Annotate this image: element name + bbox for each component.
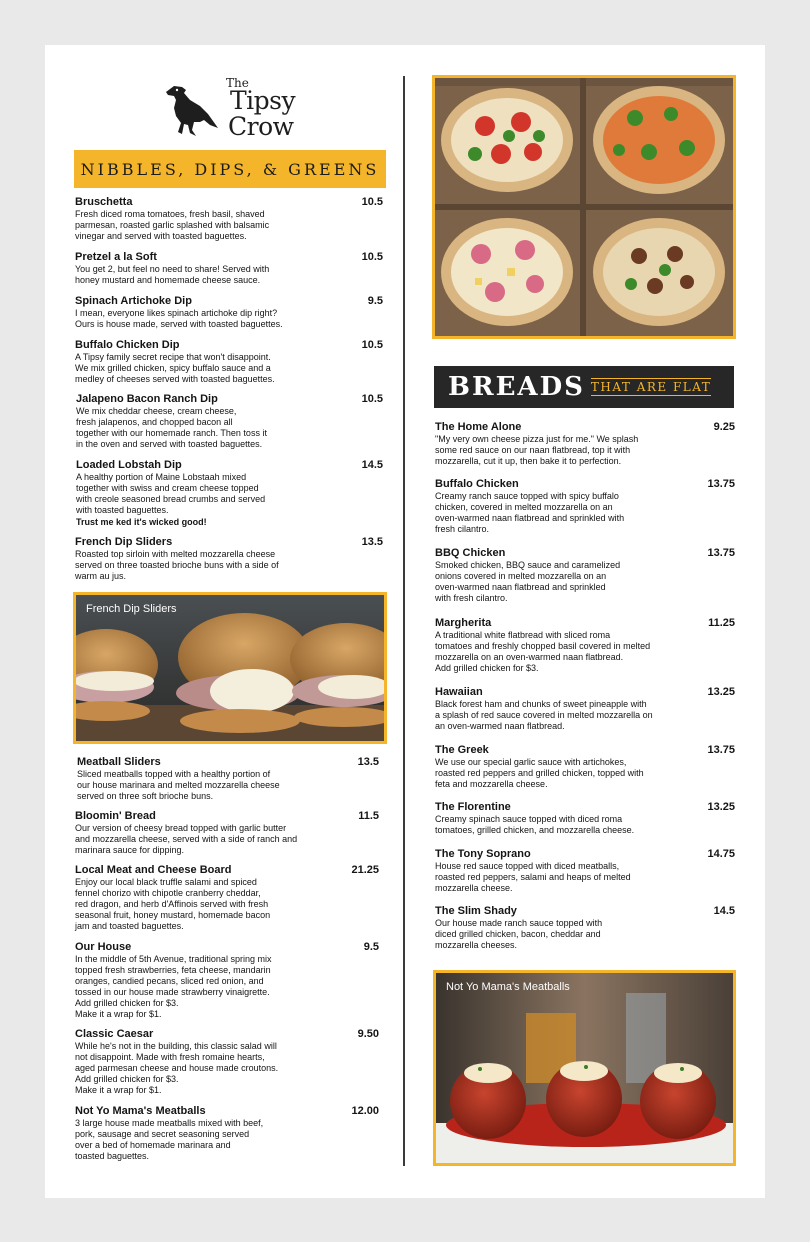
menu-item <box>75 810 379 856</box>
item-description: Sliced meatballs topped with a healthy portion of our house marinara and melted mozzarella cheese served on three soft brioche buns. <box>77 769 280 801</box>
item-name: Pretzel a la Soft <box>75 251 157 263</box>
item-description: 3 large house made meatballs mixed with beef, pork, sausage and secret seasoning served over a bed of homemade marinara and toasted baguettes. <box>75 1118 264 1161</box>
item-price: 12.00 <box>351 1105 379 1117</box>
item-name: Jalapeno Bacon Ranch Dip <box>76 393 218 405</box>
logo-tipsy: Tipsy <box>230 86 296 115</box>
item-price: 13.75 <box>707 744 735 756</box>
item-name: The Tony Soprano <box>435 848 531 860</box>
section-title-nibbles: NIBBLES, DIPS, & GREENS <box>80 159 380 179</box>
photo-caption: Not Yo Mama's Meatballs <box>446 981 570 993</box>
item-price: 13.5 <box>357 756 379 768</box>
item-name: Margherita <box>435 617 492 629</box>
item-name: The Home Alone <box>435 421 522 433</box>
item-description: Smoked chicken, BBQ sauce and caramelized onions covered in melted mozzarella on an oven-warmed naan flatbread and sprinkled with fresh cilantro. <box>435 560 621 603</box>
section-title-breads: BREADS <box>448 372 585 402</box>
item-description: "My very own cheese pizza just for me." We splash some red sauce on our naan flatbread, top it with mozzarella, cut it up, then bake it to perfection. <box>435 434 639 466</box>
photo-caption: French Dip Sliders <box>86 603 177 615</box>
menu-item <box>435 744 735 790</box>
item-description: We use our special garlic sauce with artichokes, roasted red peppers and grilled chicken, topped with feta and mozzarella cheese. <box>435 757 644 789</box>
item-description: Creamy ranch sauce topped with spicy buffalo chicken, covered in melted mozzarella on an oven-warmed naan flatbread and sprinkled with fresh cilantro. <box>435 491 625 534</box>
item-name: Hawaiian <box>435 686 483 698</box>
menu-item <box>75 941 379 1020</box>
menu-item <box>435 421 735 467</box>
item-name: Local Meat and Cheese Board <box>75 864 232 876</box>
item-price: 14.75 <box>707 848 735 860</box>
menu-item <box>76 459 383 528</box>
item-name: Loaded Lobstah Dip <box>76 459 182 471</box>
section-banner-nibbles <box>74 150 386 188</box>
item-description: Enjoy our local black truffle salami and spiced fennel chorizo with chipotle cranberry cheddar, red dragon, and herb d'Affinois served with fresh seasonal fruit, honey mustard, homemade bacon jam and toasted baguettes. <box>75 877 271 931</box>
menu-item <box>75 536 383 582</box>
item-price: 21.25 <box>351 864 379 876</box>
menu-item <box>435 478 735 535</box>
item-price: 10.5 <box>361 251 383 263</box>
item-price: 13.25 <box>707 801 735 813</box>
menu-item <box>435 617 735 674</box>
item-description: Our house made ranch sauce topped with diced grilled chicken, bacon, cheddar and mozzarella cheeses. <box>435 918 603 950</box>
item-name: Meatball Sliders <box>77 756 161 768</box>
item-name: The Florentine <box>435 801 511 813</box>
item-description: House red sauce topped with diced meatballs, roasted red peppers, salami and heaps of melted mozzarella cheese. <box>435 861 631 893</box>
item-price: 10.5 <box>361 196 383 208</box>
item-price: 13.75 <box>707 478 735 490</box>
logo-the: The <box>226 76 249 90</box>
menu-item <box>75 1028 379 1096</box>
item-name: Spinach Artichoke Dip <box>75 295 192 307</box>
menu-item <box>435 848 735 894</box>
item-description: Roasted top sirloin with melted mozzarella cheese served on three toasted brioche buns with a side of warm au jus. <box>75 549 279 581</box>
sliders-image <box>76 595 384 741</box>
crow-icon <box>160 78 222 140</box>
menu-item <box>435 801 735 836</box>
tipsy-crow-logo <box>160 76 310 142</box>
item-description: Fresh diced roma tomatoes, fresh basil, shaved parmesan, roasted garlic splashed with balsamic vinegar and served with toasted baguettes. <box>75 209 270 241</box>
photo-french-dip-sliders <box>73 592 387 744</box>
menu-item <box>75 339 383 385</box>
photo-meatballs <box>433 970 736 1166</box>
column-divider <box>403 76 405 1166</box>
item-name: Bloomin' Bread <box>75 810 156 822</box>
menu-item <box>76 393 383 450</box>
item-description: A healthy portion of Maine Lobstaah mixed together with swiss and cream cheese topped with creole seasoned bread crumbs and served with toasted baguettes. <box>76 472 266 515</box>
item-price: 9.50 <box>357 1028 379 1040</box>
item-name: Buffalo Chicken Dip <box>75 339 180 351</box>
menu-item <box>75 295 383 330</box>
section-banner-breads <box>434 366 734 408</box>
item-description: A Tipsy family secret recipe that won't disappoint. We mix grilled chicken, spicy buffalo sauce and a medley of cheeses served with toasted baguettes. <box>75 352 275 384</box>
item-price: 10.5 <box>361 339 383 351</box>
item-price: 10.5 <box>361 393 383 405</box>
item-description: You get 2, but feel no need to share! Served with honey mustard and homemade cheese sauce. <box>75 264 270 285</box>
item-price: 9.5 <box>363 941 379 953</box>
menu-item <box>77 756 379 802</box>
item-name: BBQ Chicken <box>435 547 506 559</box>
item-name: Buffalo Chicken <box>435 478 519 490</box>
item-description: We mix cheddar cheese, cream cheese, fresh jalapenos, and chopped bacon all together with our homemade ranch. Then toss it in the oven and served with toasted baguettes. <box>76 406 267 449</box>
menu-item <box>75 864 379 932</box>
item-name: The Slim Shady <box>435 905 517 917</box>
item-name: Not Yo Mama's Meatballs <box>75 1105 206 1117</box>
item-price: 14.5 <box>361 459 383 471</box>
menu-item <box>75 1105 379 1162</box>
item-description: While he's not in the building, this classic salad will not disappoint. Made with fresh romaine hearts, aged parmesan cheese and house made croutons. Add grilled chicken for $3. Make it a wrap for $1. <box>75 1041 279 1095</box>
item-description: A traditional white flatbread with sliced roma tomatoes and freshly chopped basil covered in melted mozzarella on an oven-warmed naan flatbread. Add grilled chicken for $3. <box>435 630 651 673</box>
item-price: 9.5 <box>367 295 383 307</box>
item-name: Classic Caesar <box>75 1028 154 1040</box>
meatballs-image <box>436 973 733 1163</box>
item-name: Bruschetta <box>75 196 133 208</box>
menu-item <box>435 905 735 951</box>
item-description: Creamy spinach sauce topped with diced roma tomatoes, grilled chicken, and mozzarella cheese. <box>435 814 635 835</box>
logo-crow: Crow <box>228 112 294 141</box>
menu-item <box>75 196 383 242</box>
item-name: Our House <box>75 941 132 953</box>
item-name: The Greek <box>435 744 489 756</box>
menu-item <box>75 251 383 286</box>
item-price: 14.5 <box>713 905 735 917</box>
item-price: 13.5 <box>361 536 383 548</box>
item-price: 11.5 <box>358 810 379 822</box>
photo-flatbreads <box>432 75 736 339</box>
item-description: I mean, everyone likes spinach artichoke dip right? Ours is house made, served with toasted baguettes. <box>75 308 283 329</box>
item-description: Our version of cheesy bread topped with garlic butter and mozzarella cheese, served with a side of ranch and marinara sauce for dipping. <box>75 823 298 855</box>
section-subtitle-breads: THAT ARE FLAT <box>590 380 712 394</box>
item-price: 9.25 <box>713 421 735 433</box>
item-price: 13.25 <box>707 686 735 698</box>
item-note: Trust me ked it's wicked good! <box>76 517 207 527</box>
item-price: 11.25 <box>708 617 735 629</box>
item-description: In the middle of 5th Avenue, traditional spring mix topped fresh strawberries, feta cheese, mandarin oranges, candied pecans, sliced red onion, and tossed in our house made strawberry vinaigrette. Add grilled chicken for $3. Make it a wrap for $1. <box>75 954 272 1019</box>
flatbreads-image <box>435 78 733 336</box>
item-description: Black forest ham and chunks of sweet pineapple with a splash of red sauce covered in melted mozzarella on an oven-warmed naan flatbread. <box>435 699 653 731</box>
item-price: 13.75 <box>707 547 735 559</box>
menu-item <box>435 686 735 732</box>
item-name: French Dip Sliders <box>75 536 173 548</box>
menu-item <box>435 547 735 604</box>
